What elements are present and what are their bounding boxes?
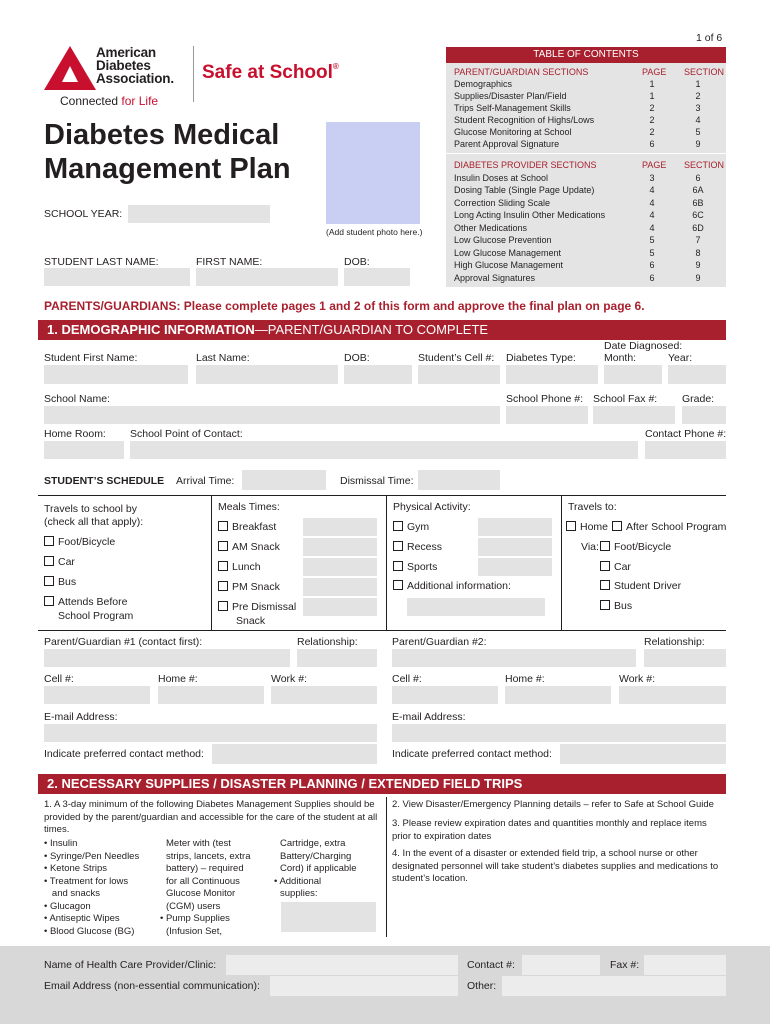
toc-provider-header	[454, 159, 725, 171]
toc-row: Low Glucose Management 5 8	[454, 247, 701, 258]
meal-am-snack-option[interactable]: AM Snack	[218, 541, 280, 553]
travel-bus-option[interactable]: Bus	[44, 576, 76, 588]
dob2-input[interactable]	[344, 365, 412, 384]
parent1-cell-input[interactable]	[44, 686, 150, 704]
ada-name-line3: Association.	[96, 71, 174, 86]
provider-fax-input[interactable]	[644, 955, 726, 975]
travels-to-label: Travels to:	[568, 501, 617, 513]
provider-email-input[interactable]	[270, 976, 458, 996]
parent2-email-input[interactable]	[392, 724, 726, 742]
student-photo-field[interactable]	[326, 122, 420, 224]
toc-row: Dosing Table (Single Page Update) 4 6A	[454, 185, 704, 195]
via-foot-option[interactable]: Foot/Bicycle	[600, 541, 671, 553]
toc-parent-heading: PARENT/GUARDIAN SECTIONS	[454, 67, 589, 77]
toc-row: Low Glucose Prevention 5 7	[454, 235, 701, 245]
provider-email-label: Email Address (non-essential communication):	[44, 980, 260, 992]
parent1-preferred-contact-input[interactable]	[212, 744, 377, 764]
ada-triangle-icon	[44, 46, 96, 90]
activity-additional-checkbox[interactable]	[393, 580, 403, 590]
toc-row: Insulin Doses at School 3 6	[454, 172, 701, 183]
parent2-cell-input[interactable]	[392, 686, 498, 704]
toc-divider	[446, 153, 726, 154]
section1-subtitle: —PARENT/GUARDIAN TO COMPLETE	[254, 322, 489, 337]
table-of-contents	[446, 47, 726, 287]
schedule-divider	[386, 495, 387, 630]
toc-row: Demographics 1 1	[454, 79, 701, 89]
parent2-relationship-label: Relationship:	[644, 636, 705, 648]
travels-after-school-option[interactable]: After School Program	[612, 521, 726, 533]
first-name-input[interactable]	[196, 268, 338, 286]
provider-contact-input[interactable]	[522, 955, 600, 975]
attends-before-checkbox[interactable]	[44, 596, 54, 606]
toc-row: High Glucose Management 6 9	[454, 260, 701, 270]
last-name-input[interactable]	[196, 365, 338, 384]
provider-name-label: Name of Health Care Provider/Clinic:	[44, 959, 217, 971]
student-first-name-label: Student First Name:	[44, 352, 138, 364]
section2-header: 2. NECESSARY SUPPLIES / DISASTER PLANNING / EXTENDED FIELD TRIPS	[38, 774, 726, 794]
toc-row: Student Recognition of Highs/Lows 2 4	[454, 115, 701, 125]
supplies-item4: 4. In the event of a disaster or extended field trip, a school nurse or other designated personnel will take student’s diabetes supplies and medications to student’s location.	[392, 848, 719, 884]
contact-phone-label: Contact Phone #:	[645, 428, 727, 440]
recess-time-input[interactable]	[478, 538, 552, 556]
pre-dismissal-line2: Snack	[236, 615, 266, 627]
parent2-work-input[interactable]	[619, 686, 726, 704]
toc-row: Approval Signatures 6 9	[454, 272, 701, 283]
home-room-input[interactable]	[44, 441, 124, 459]
date-diagnosed-label: Date Diagnosed:	[604, 340, 683, 352]
activity-recess-option[interactable]: Recess	[393, 541, 442, 553]
sports-time-input[interactable]	[478, 558, 552, 576]
toc-row: Long Acting Insulin Other Medications 4 6C	[454, 210, 704, 220]
supplies-col1: • Insulin • Syringe/Pen Needles • Ketone Strips • Treatment for lows and snacks • Glucagon • Antiseptic Wipes • Blood Glucose (BG)	[44, 838, 140, 937]
school-year-input[interactable]	[128, 205, 270, 223]
via-bus-checkbox[interactable]	[600, 600, 610, 610]
student-cell-label: Student’s Cell #:	[418, 352, 495, 364]
dismissal-time-input[interactable]	[418, 470, 500, 490]
meal-breakfast-checkbox[interactable]	[218, 521, 228, 531]
grade-label: Grade:	[682, 393, 715, 405]
month-input[interactable]	[604, 365, 662, 384]
supplies-col2: Meter with (test strips, lancets, extra battery) – required for all Continuous Glucose Monitor (CGM) users • Pump Supplies (Infusion Set,	[160, 838, 251, 937]
provider-contact-label: Contact #:	[467, 959, 515, 971]
parent1-relationship-label: Relationship:	[297, 636, 358, 648]
diabetes-type-label: Diabetes Type:	[506, 352, 576, 364]
year-label: Year:	[668, 352, 693, 364]
dob-input[interactable]	[344, 268, 410, 286]
toc-row: Glucose Monitoring at School 2 5	[454, 127, 701, 137]
parent2-preferred-contact-input[interactable]	[560, 744, 726, 764]
school-name-label: School Name:	[44, 393, 110, 405]
schedule-bottom-rule	[38, 630, 726, 631]
physical-activity-label: Physical Activity:	[393, 501, 471, 513]
arrival-time-label: Arrival Time:	[176, 475, 235, 487]
parent2-relationship-input[interactable]	[644, 649, 726, 667]
parent1-work-label: Work #:	[271, 673, 307, 685]
via-car-option[interactable]: Car	[600, 561, 631, 573]
section1-title: 1. DEMOGRAPHIC INFORMATION	[47, 322, 255, 337]
meal-lunch-option[interactable]: Lunch	[218, 561, 261, 573]
via-student-driver-option[interactable]: Student Driver	[600, 580, 681, 592]
meals-times-label: Meals Times:	[218, 501, 280, 513]
tagline-connected: Connected	[60, 94, 119, 108]
page-indicator: 1 of 6	[696, 32, 723, 44]
toc-page-header: PAGE	[642, 67, 667, 77]
toc-row: Supplies/Disaster Plan/Field 1 2	[454, 91, 701, 101]
attends-before-option[interactable]: Attends Before	[44, 596, 127, 608]
year-input[interactable]	[668, 365, 726, 384]
parent2-preferred-contact-label: Indicate preferred contact method:	[392, 748, 552, 760]
provider-name-input[interactable]	[226, 955, 458, 975]
title-line1: Diabetes Medical	[44, 119, 280, 151]
travels-home-option[interactable]: Home	[566, 521, 608, 533]
am-snack-time-input[interactable]	[303, 538, 377, 556]
meal-breakfast-option[interactable]: Breakfast	[218, 521, 276, 533]
meal-pm-snack-checkbox[interactable]	[218, 581, 228, 591]
travels-to-school-label: Travels to school by	[44, 503, 137, 515]
contact-phone-input[interactable]	[645, 441, 726, 459]
supplies-item1: 1. A 3-day minimum of the following Diabetes Management Supplies should be provided by the parent/guardian and accessible for the care of the student at all times.	[44, 799, 378, 835]
travels-home-checkbox[interactable]	[566, 521, 576, 531]
toc-row: Trips Self-Management Skills 2 3	[454, 103, 701, 113]
supplies-item2: 2. View Disaster/Emergency Planning details – refer to Safe at School Guide	[392, 799, 714, 810]
parent1-home-label: Home #:	[158, 673, 198, 685]
additional-supplies-input[interactable]	[281, 902, 376, 932]
supplies-col3: Cartridge, extra Battery/Charging Cord) if applicable • Additional supplies:	[274, 838, 357, 899]
via-foot-checkbox[interactable]	[600, 541, 610, 551]
last-name-label: Last Name:	[196, 352, 250, 364]
grade-input[interactable]	[682, 406, 726, 424]
schedule-divider	[211, 495, 212, 630]
school-phone-label: School Phone #:	[506, 393, 584, 405]
parent2-home-input[interactable]	[505, 686, 611, 704]
schedule-title: STUDENT’S SCHEDULE	[44, 475, 165, 487]
meal-pm-snack-option[interactable]: PM Snack	[218, 581, 280, 593]
provider-fax-label: Fax #:	[610, 959, 640, 971]
parents-notice: PARENTS/GUARDIANS: Please complete pages 1 and 2 of this form and approve the final plan on page 6.	[44, 299, 645, 313]
month-label: Month:	[604, 352, 637, 364]
school-name-input[interactable]	[44, 406, 500, 424]
toc-row: Other Medications 4 6D	[454, 222, 704, 233]
section1-header	[38, 320, 726, 340]
schedule-divider	[561, 495, 562, 630]
school-fax-label: School Fax #:	[593, 393, 658, 405]
parent1-cell-label: Cell #:	[44, 673, 74, 685]
schedule-top-rule	[38, 495, 726, 496]
diabetes-type-input[interactable]	[506, 365, 598, 384]
via-student-driver-checkbox[interactable]	[600, 580, 610, 590]
travel-bus-checkbox[interactable]	[44, 576, 54, 586]
registered-mark: ®	[332, 62, 339, 71]
activity-recess-checkbox[interactable]	[393, 541, 403, 551]
toc-title: TABLE OF CONTENTS	[446, 47, 726, 63]
provider-other-input[interactable]	[502, 976, 726, 996]
parent2-home-label: Home #:	[505, 673, 545, 685]
attends-before-line2: School Program	[58, 610, 134, 622]
pre-dismissal-option[interactable]: Pre Dismissal	[218, 601, 296, 613]
first-name-label: FIRST NAME:	[196, 256, 263, 268]
parent2-label: Parent/Guardian #2:	[392, 636, 487, 648]
additional-info-input[interactable]	[407, 598, 545, 616]
pre-dismissal-checkbox[interactable]	[218, 601, 228, 611]
program-name: Safe at School	[202, 62, 333, 83]
toc-provider-heading: DIABETES PROVIDER SECTIONS	[454, 160, 597, 170]
travel-car-option[interactable]: Car	[44, 556, 75, 568]
school-phone-input[interactable]	[506, 406, 588, 424]
breakfast-time-input[interactable]	[303, 518, 377, 536]
toc-row: Parent Approval Signature 6 9	[454, 139, 701, 149]
activity-gym-checkbox[interactable]	[393, 521, 403, 531]
pm-snack-time-input[interactable]	[303, 578, 377, 596]
parent1-label: Parent/Guardian #1 (contact first):	[44, 636, 203, 648]
parent1-email-label: E-mail Address:	[44, 711, 118, 723]
activity-sports-option[interactable]: Sports	[393, 561, 437, 573]
parent1-preferred-contact-label: Indicate preferred contact method:	[44, 748, 204, 760]
safe-at-school-logo	[202, 62, 339, 84]
parent1-name-input[interactable]	[44, 649, 290, 667]
parent1-work-input[interactable]	[271, 686, 377, 704]
travel-foot-checkbox[interactable]	[44, 536, 54, 546]
meal-am-snack-checkbox[interactable]	[218, 541, 228, 551]
title-line2: Management Plan	[44, 153, 291, 185]
student-last-name-input[interactable]	[44, 268, 190, 286]
toc-section-header: SECTION	[684, 67, 725, 77]
toc-section-header: SECTION	[684, 160, 725, 170]
student-cell-input[interactable]	[418, 365, 500, 384]
parent1-relationship-input[interactable]	[297, 649, 377, 667]
parent2-name-input[interactable]	[392, 649, 636, 667]
home-room-label: Home Room:	[44, 428, 106, 440]
gym-time-input[interactable]	[478, 518, 552, 536]
toc-row: Correction Sliding Scale 4 6B	[454, 197, 704, 208]
dob2-label: DOB:	[344, 352, 370, 364]
parent1-email-input[interactable]	[44, 724, 377, 742]
arrival-time-input[interactable]	[242, 470, 326, 490]
travels-after-school-checkbox[interactable]	[612, 521, 622, 531]
supplies-item3: 3. Please review expiration dates and quantities monthly and replace items prior to expiration dates	[392, 818, 707, 842]
dob-label: DOB:	[344, 256, 370, 268]
toc-parent-header	[454, 66, 725, 78]
school-poc-label: School Point of Contact:	[130, 428, 243, 440]
ada-name-line2: Diabetes	[96, 58, 151, 73]
via-car-checkbox[interactable]	[600, 561, 610, 571]
tagline-for-life: for Life	[121, 94, 159, 108]
via-bus-option[interactable]: Bus	[600, 600, 632, 612]
activity-additional-option[interactable]: Additional information:	[393, 580, 511, 592]
provider-other-label: Other:	[467, 980, 497, 992]
activity-gym-option[interactable]: Gym	[393, 521, 429, 533]
ada-tagline	[60, 94, 158, 108]
activity-sports-checkbox[interactable]	[393, 561, 403, 571]
section2-divider	[386, 797, 387, 937]
student-first-name-input[interactable]	[44, 365, 188, 384]
photo-caption: (Add student photo here.)	[326, 227, 423, 237]
travel-car-checkbox[interactable]	[44, 556, 54, 566]
toc-page-header: PAGE	[642, 160, 667, 170]
lunch-time-input[interactable]	[303, 558, 377, 576]
parent2-email-label: E-mail Address:	[392, 711, 466, 723]
parent2-work-label: Work #:	[619, 673, 655, 685]
page-title	[44, 118, 291, 186]
dismissal-time-label: Dismissal Time:	[340, 475, 414, 487]
logo-divider	[193, 46, 194, 102]
school-poc-input[interactable]	[130, 441, 638, 459]
student-last-name-label: STUDENT LAST NAME:	[44, 256, 159, 268]
school-year-label: SCHOOL YEAR:	[44, 208, 123, 220]
school-fax-input[interactable]	[593, 406, 675, 424]
via-label: Via:	[581, 541, 599, 553]
pre-dismissal-time-input[interactable]	[303, 598, 377, 616]
ada-name-line1: American	[96, 45, 156, 60]
meal-lunch-checkbox[interactable]	[218, 561, 228, 571]
parent1-home-input[interactable]	[158, 686, 264, 704]
travel-foot-option[interactable]: Foot/Bicycle	[44, 536, 115, 548]
travels-to-school-hint: (check all that apply):	[44, 516, 144, 528]
parent2-cell-label: Cell #:	[392, 673, 422, 685]
